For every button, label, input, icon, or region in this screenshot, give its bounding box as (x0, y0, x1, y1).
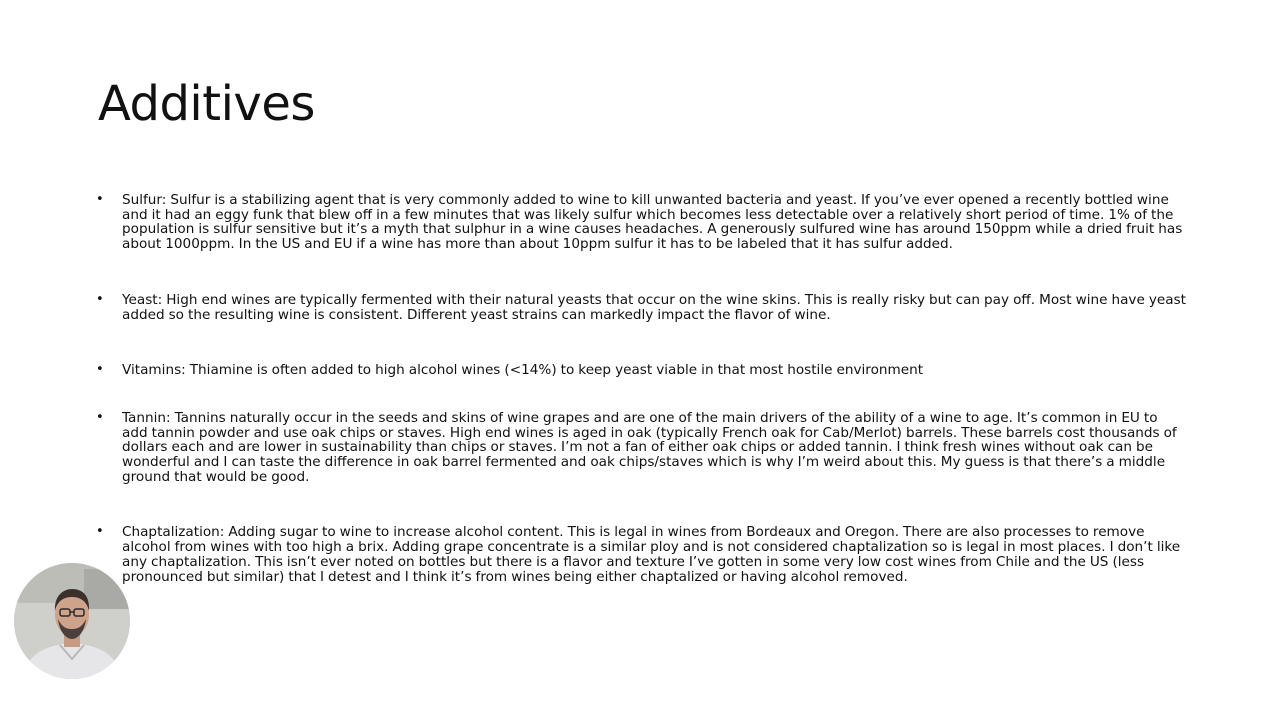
bullet-tannin: • Tannin: Tannins naturally occur in the seeds and skins of wine grapes and are one of the main drivers of the ability of a wine to age. It’s common in EU to add tannin powder and use oak chips or staves. High end wines is aged in oak (typically French oak for Cab/Merlot) barrels. These barrels cost thousands of dollars each and are lower in sustainability than chips or staves. I’m not a fan of either oak chips or added tannin. I think fresh wines without oak can be wonderful and I can taste the difference in oak barrel fermented and oak chips/staves which is why I’m weird about this. My guess is that there’s a middle ground that would be good. (96, 411, 1186, 485)
presenter-figure (14, 563, 130, 679)
bullet-yeast: • Yeast: High end wines are typically fermented with their natural yeasts that occur on the wine skins. This is really risky but can pay off. Most wine have yeast added so the resulting wine is consistent. Different yeast strains can markedly impact the flavor of wine. (96, 293, 1186, 322)
bullet-chaptalization: • Chaptalization: Adding sugar to wine to increase alcohol content. This is legal in wines from Bordeaux and Oregon. There are also processes to remove alcohol from wines with too high a brix. Adding grape concentrate is a similar ploy and is not considered chaptalization so is legal in most places. I don’t like any chaptalization. This isn’t ever noted on bottles but there is a flavor and texture I’ve gotten in some very low cost wines from Chile and the US (less pronounced but similar) that I detest and I think it’s from wines being either chaptalized or having alcohol removed. (96, 525, 1186, 584)
bullet-vitamins: • Vitamins: Thiamine is often added to high alcohol wines (<14%) to keep yeast viable in that most hostile environment (96, 363, 1186, 378)
slide-title: Additives (98, 76, 315, 132)
bullet-sulfur: • Sulfur: Sulfur is a stabilizing agent that is very commonly added to wine to kill unwanted bacteria and yeast. If you’ve ever opened a recently bottled wine and it had an eggy funk that blew off in a few minutes that was likely sulfur which becomes less detectable over a relatively short period of time. 1% of the population is sulfur sensitive but it’s a myth that sulphur in a wine causes headaches. A generously sulfured wine has around 150ppm while a dried fruit has about 1000ppm. In the US and EU if a wine has more than about 10ppm sulfur it has to be labeled that it has sulfur added. (96, 193, 1186, 252)
bullet-list (96, 193, 1186, 625)
presenter-video-thumbnail (14, 563, 130, 679)
